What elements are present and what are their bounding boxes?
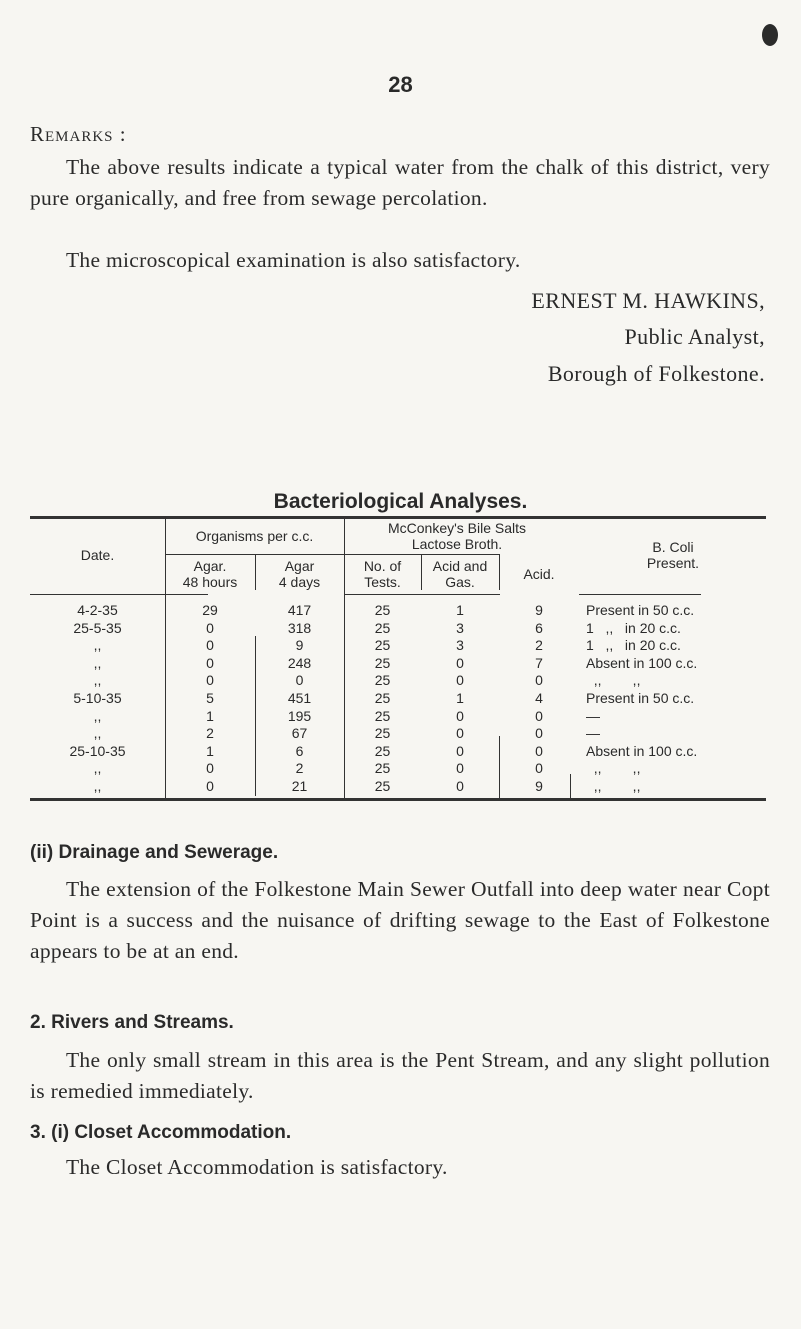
bacteriological-title: Bacteriological Analyses. (273, 490, 528, 513)
page-number: 28 (388, 72, 413, 97)
rivers-heading: 2. Rivers and Streams. (30, 1012, 234, 1033)
cell-bcoli: 1 ,, in 20 c.c. (586, 619, 681, 636)
cell-date: ,, (93, 654, 102, 671)
header-acid-gas-line1: Acid and (432, 558, 488, 574)
cell-acidgas: 0 (456, 654, 464, 671)
cell-date: 25-5-35 (73, 619, 122, 636)
cell-agar48: 0 (206, 672, 214, 689)
cell-bcoli: Absent in 100 c.c. (586, 742, 698, 759)
header-agar-48h-line1: Agar. (193, 558, 227, 574)
header-organisms: Organisms per c.c. (195, 528, 314, 544)
rivers-paragraph: The only small stream in this area is the Pent Stream, and any slight pollution is remedied immediately. (30, 1048, 770, 1103)
cell-tests: 25 (374, 690, 391, 706)
cell-bcoli: 1 ,, in 20 c.c. (586, 637, 681, 654)
header-bottom-rule-mid (344, 594, 500, 595)
cell-tests: 25 (374, 725, 391, 742)
cell-acidgas: 0 (456, 672, 464, 689)
cell-acid: 6 (535, 619, 543, 636)
cell-agar4: 9 (295, 637, 304, 654)
cell-acid: 9 (535, 602, 543, 618)
cell-bcoli: — (586, 707, 600, 724)
cell-agar48: 0 (206, 760, 214, 777)
header-tests-line2: Tests. (364, 574, 401, 590)
cell-agar48: 1 (206, 707, 214, 724)
header-bottom-rule-left (30, 594, 208, 595)
cell-acidgas: 0 (456, 725, 464, 742)
remarks-heading: Remarks : (30, 122, 127, 146)
cell-agar48: 2 (206, 725, 214, 742)
header-acid-gas-line2: Gas. (445, 574, 475, 590)
header-agar-4d-line1: Agar (284, 558, 315, 574)
cell-tests: 25 (374, 672, 391, 689)
drainage-heading: (ii) Drainage and Sewerage. (30, 842, 279, 863)
cell-date: ,, (93, 725, 102, 742)
cell-acidgas: 3 (456, 637, 464, 654)
signature-name: ERNEST M. HAWKINS, (531, 288, 765, 313)
cell-acid: 4 (535, 690, 543, 706)
cell-agar4: 451 (287, 690, 312, 706)
cell-acid: 9 (535, 778, 543, 794)
cell-agar4: 6 (295, 742, 304, 759)
cell-date: ,, (93, 778, 102, 794)
cell-agar4: 417 (287, 602, 312, 618)
cell-tests: 25 (374, 619, 391, 636)
cell-agar48: 0 (206, 778, 214, 794)
header-bcoli-line2: Present. (646, 555, 700, 571)
drainage-paragraph: The extension of the Folkestone Main Sewer Outfall into deep water near Copt Point is a success and the nuisance of drifting sewage to the East of Folkestone appears to be at an end. (30, 877, 770, 963)
cell-acidgas: 3 (456, 619, 464, 636)
cell-date: ,, (93, 760, 102, 777)
cell-agar48: 0 (206, 637, 214, 654)
cell-acid: 0 (535, 707, 543, 724)
cell-agar4: 67 (291, 725, 308, 742)
cell-acid: 0 (535, 672, 543, 689)
header-agar-48h-line2: 48 hours (182, 574, 238, 590)
cell-agar4: 248 (287, 654, 312, 671)
cell-agar48: 0 (206, 619, 214, 636)
cell-date: ,, (93, 672, 102, 689)
header-tests-line1: No. of (363, 558, 402, 574)
cell-acidgas: 0 (456, 778, 464, 794)
cell-acidgas: 0 (456, 742, 464, 759)
cell-agar4: 318 (287, 619, 312, 636)
cell-acidgas: 1 (456, 602, 464, 618)
cell-bcoli: Present in 50 c.c. (586, 602, 695, 618)
cell-tests: 25 (374, 778, 391, 794)
cell-agar48: 1 (206, 742, 214, 759)
cell-tests: 25 (374, 637, 391, 654)
header-mcconkey-line1: McConkey's Bile Salts (387, 520, 527, 536)
cell-bcoli: Absent in 100 c.c. (586, 654, 698, 671)
cell-bcoli: ,, ,, (586, 760, 641, 777)
header-bcoli-line1: B. Coli (652, 539, 694, 555)
cell-date: ,, (93, 707, 102, 724)
cell-tests: 25 (374, 602, 391, 618)
cell-acid: 0 (535, 725, 543, 742)
header-bottom-rule-right (579, 594, 701, 595)
cell-bcoli: — (586, 725, 600, 742)
cell-agar4: 21 (291, 778, 308, 794)
table-top-rule (30, 516, 766, 519)
cell-date: 4-2-35 (77, 602, 118, 618)
cell-acidgas: 0 (456, 707, 464, 724)
cell-date: 5-10-35 (73, 690, 122, 706)
header-acid: Acid. (523, 566, 555, 582)
cell-agar4: 2 (295, 760, 304, 777)
table-bottom-rule (30, 798, 766, 801)
header-agar-4d-line2: 4 days (278, 574, 321, 590)
header-date: Date. (80, 547, 115, 563)
remarks-paragraph-2: The microscopical examination is also satisfactory. (66, 248, 521, 272)
cell-agar4: 195 (287, 707, 312, 724)
cell-acid: 2 (535, 637, 543, 654)
cell-tests: 25 (374, 654, 391, 671)
header-mcconkey-line2: Lactose Broth. (411, 536, 503, 552)
signature-title: Public Analyst, (624, 324, 765, 349)
closet-heading: 3. (i) Closet Accommodation. (30, 1122, 292, 1143)
header-sub-rule (165, 554, 499, 555)
ink-blot (762, 24, 778, 46)
cell-acid: 7 (535, 654, 543, 671)
cell-agar48: 5 (206, 690, 214, 706)
cell-acid: 0 (535, 760, 543, 777)
bacteriological-table (30, 516, 766, 801)
cell-date: ,, (93, 637, 102, 654)
cell-agar48: 29 (202, 602, 218, 618)
signature-org: Borough of Folkestone. (547, 361, 765, 386)
cell-bcoli: ,, ,, (586, 672, 641, 689)
cell-acidgas: 1 (456, 690, 464, 706)
cell-bcoli: ,, ,, (586, 778, 641, 794)
cell-acidgas: 0 (456, 760, 464, 777)
cell-tests: 25 (374, 742, 391, 759)
remarks-paragraph-1: The above results indicate a typical water from the chalk of this district, very pure organically, and free from sewage percolation. (30, 155, 770, 210)
cell-date: 25-10-35 (69, 742, 126, 759)
cell-agar48: 0 (206, 654, 214, 671)
cell-bcoli: Present in 50 c.c. (586, 690, 695, 706)
cell-tests: 25 (374, 760, 391, 777)
cell-agar4: 0 (295, 672, 304, 689)
cell-tests: 25 (374, 707, 391, 724)
cell-acid: 0 (535, 742, 543, 759)
closet-paragraph: The Closet Accommodation is satisfactory. (66, 1155, 448, 1179)
